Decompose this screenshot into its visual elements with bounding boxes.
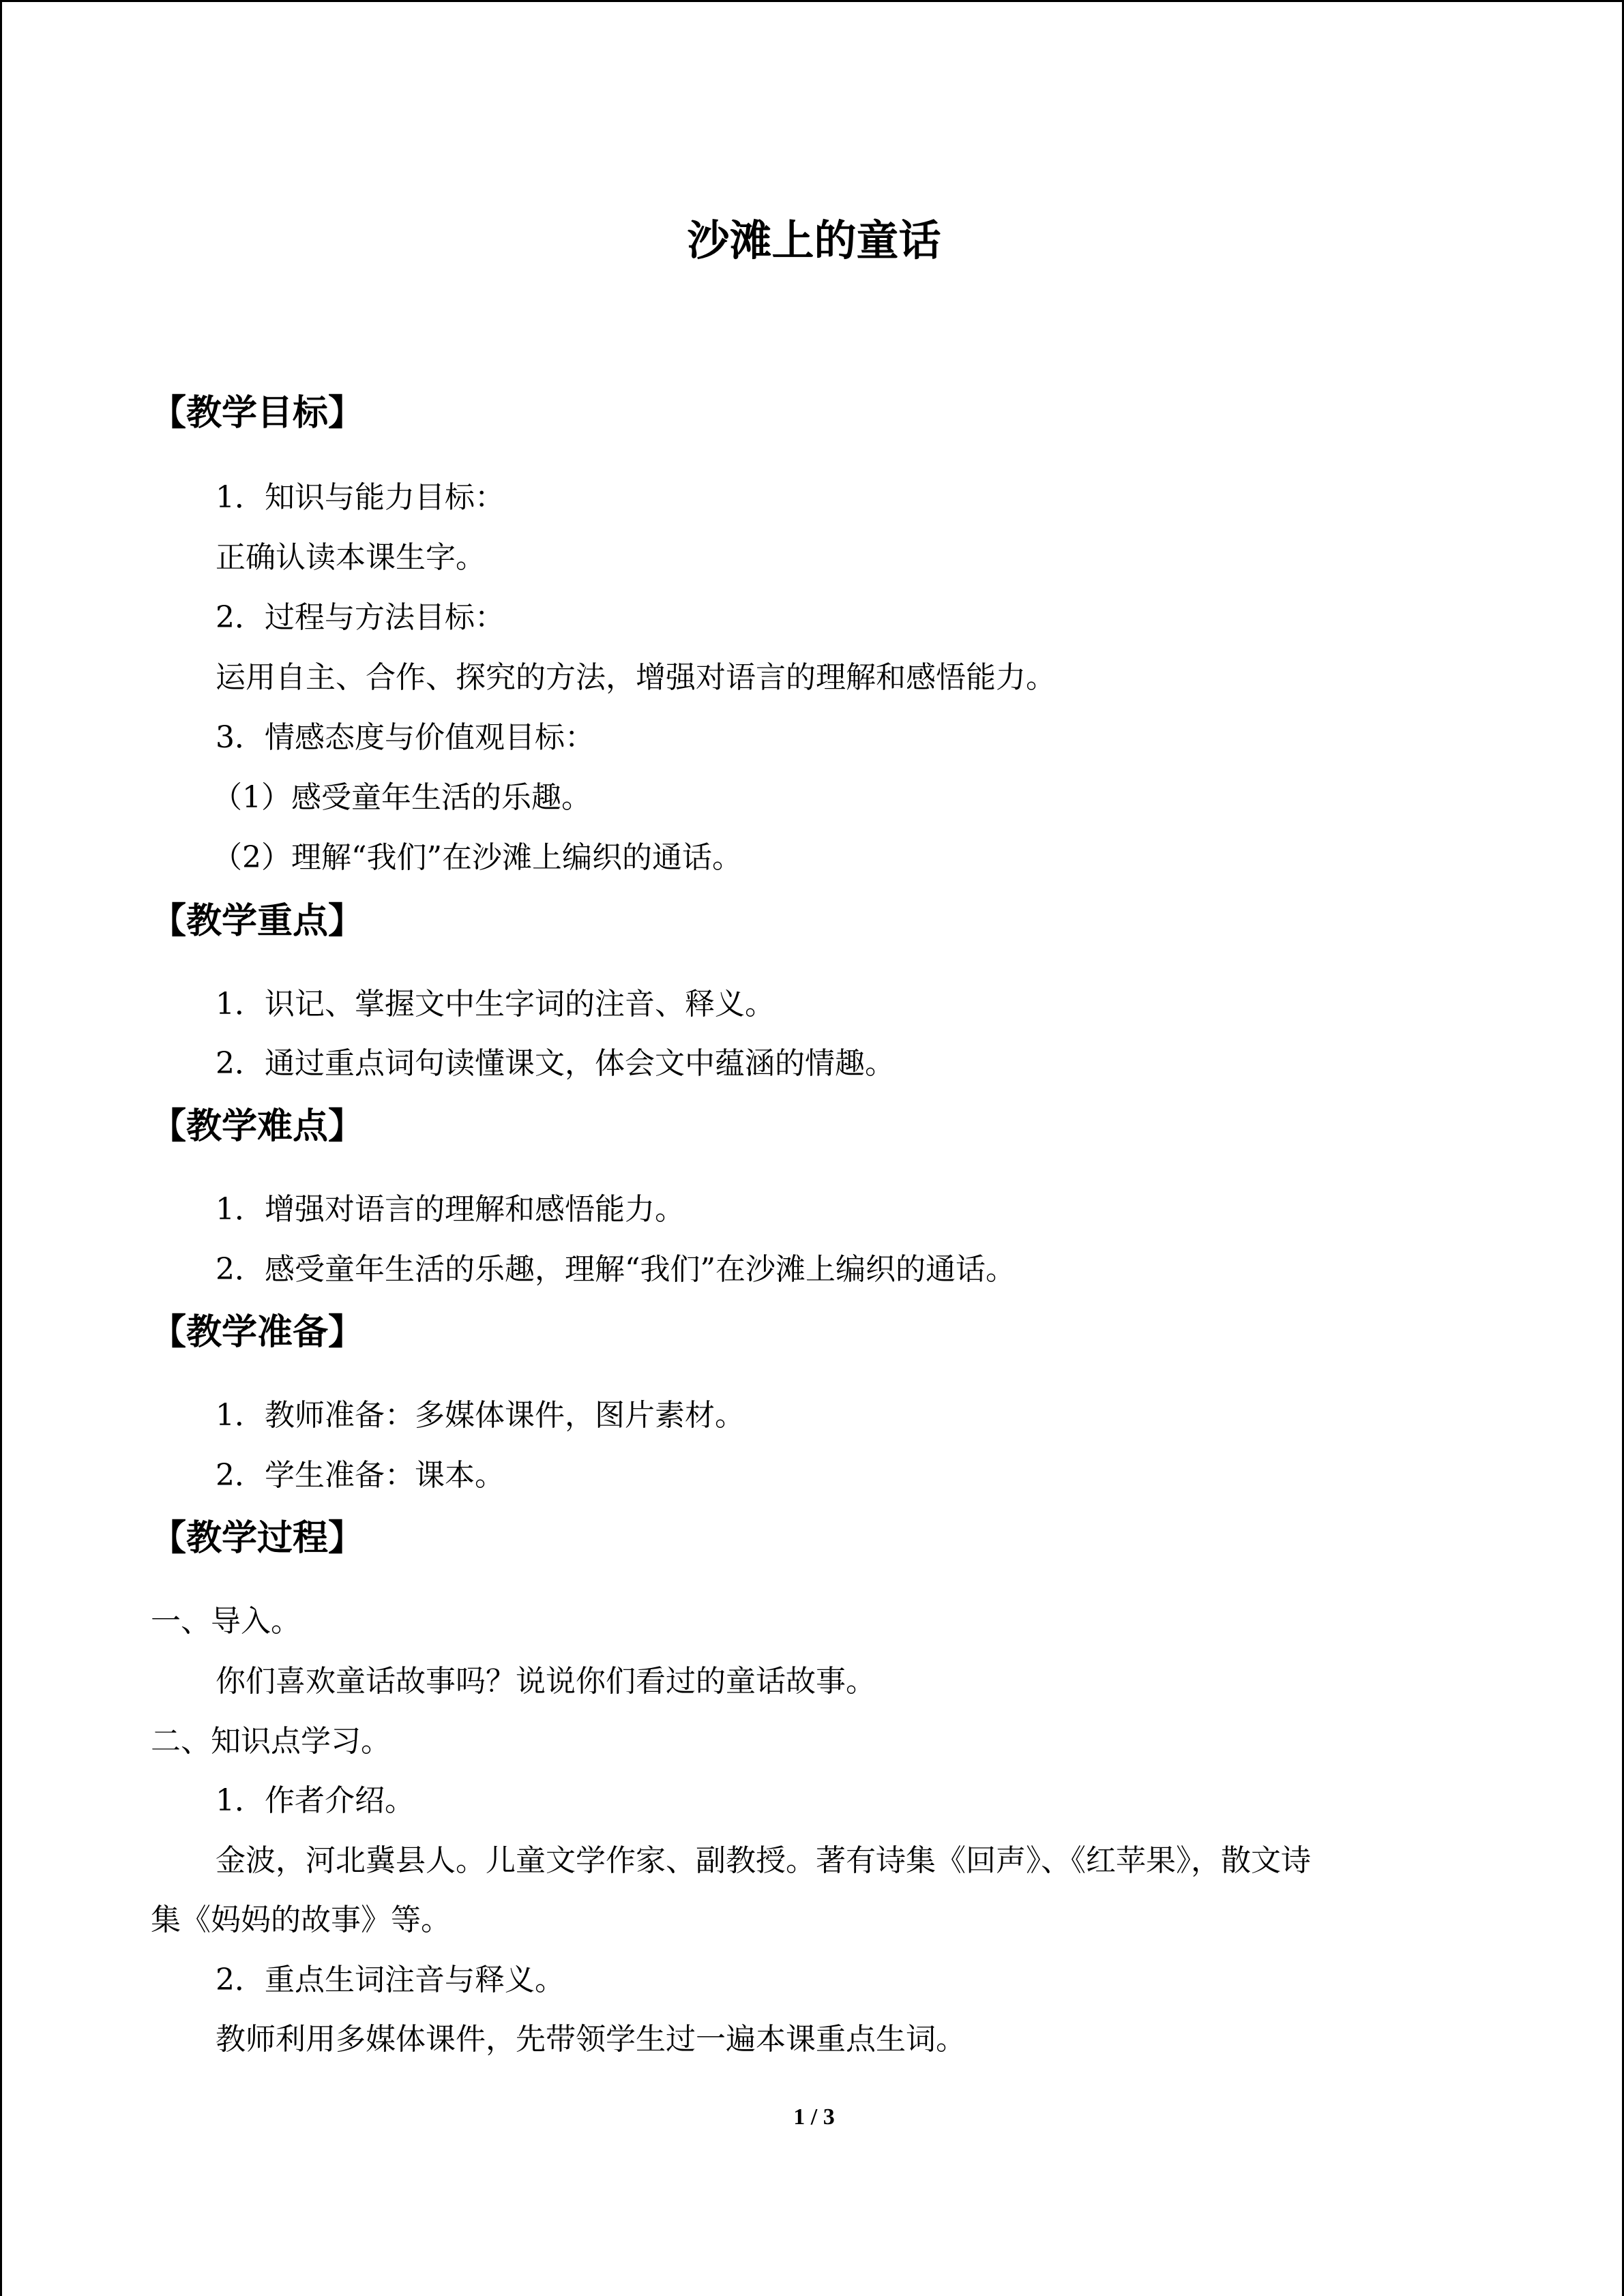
- difficulties-line-2: 2．感受童年生活的乐趣，理解“我们”在沙滩上编织的通话。: [216, 1252, 1016, 1287]
- difficulties-line-1: 1．增强对语言的理解和感悟能力。: [216, 1192, 685, 1227]
- objectives-line-3: 2．过程与方法目标：: [216, 600, 505, 635]
- key-points-line-1: 1．识记、掌握文中生字词的注音、释义。: [216, 987, 775, 1022]
- objectives-line-5: 3．情感态度与价值观目标：: [216, 720, 595, 755]
- section-heading-preparation: 【教学准备】: [151, 1312, 364, 1353]
- section-heading-key-points: 【教学重点】: [151, 901, 364, 942]
- objectives-line-4: 运用自主、合作、探究的方法，增强对语言的理解和感悟能力。: [216, 660, 1056, 695]
- objectives-line-1: 1．知识与能力目标：: [216, 480, 505, 515]
- process-line-2: 你们喜欢童话故事吗？说说你们看过的童话故事。: [216, 1664, 876, 1699]
- process-line-8: 教师利用多媒体课件，先带领学生过一遍本课重点生词。: [216, 2022, 966, 2057]
- document-title: 沙滩上的童话: [687, 215, 941, 265]
- process-line-5: 金波，河北冀县人。儿童文学作家、副教授。著有诗集《回声》、《红苹果》，散文诗: [216, 1843, 1311, 1878]
- process-line-6: 集《妈妈的故事》等。: [151, 1903, 451, 1937]
- process-line-4: 1．作者介绍。: [216, 1783, 415, 1818]
- process-line-3: 二、知识点学习。: [151, 1724, 391, 1759]
- process-line-7: 2．重点生词注音与释义。: [216, 1963, 565, 1997]
- section-heading-objectives: 【教学目标】: [151, 393, 364, 434]
- process-line-1: 一、导入。: [151, 1604, 301, 1639]
- key-points-line-2: 2．通过重点词句读懂课文，体会文中蕴涵的情趣。: [216, 1046, 895, 1081]
- section-heading-difficulties: 【教学难点】: [151, 1106, 364, 1147]
- preparation-line-1: 1．教师准备：多媒体课件，图片素材。: [216, 1398, 745, 1433]
- preparation-line-2: 2．学生准备：课本。: [216, 1458, 505, 1493]
- objectives-line-7: （2）理解“我们”在沙滩上编织的通话。: [212, 840, 742, 875]
- objectives-line-6: （1）感受童年生活的乐趣。: [212, 780, 591, 815]
- page-number: 1 / 3: [793, 2104, 835, 2130]
- objectives-line-2: 正确认读本课生字。: [216, 540, 486, 575]
- section-heading-process: 【教学过程】: [151, 1518, 364, 1559]
